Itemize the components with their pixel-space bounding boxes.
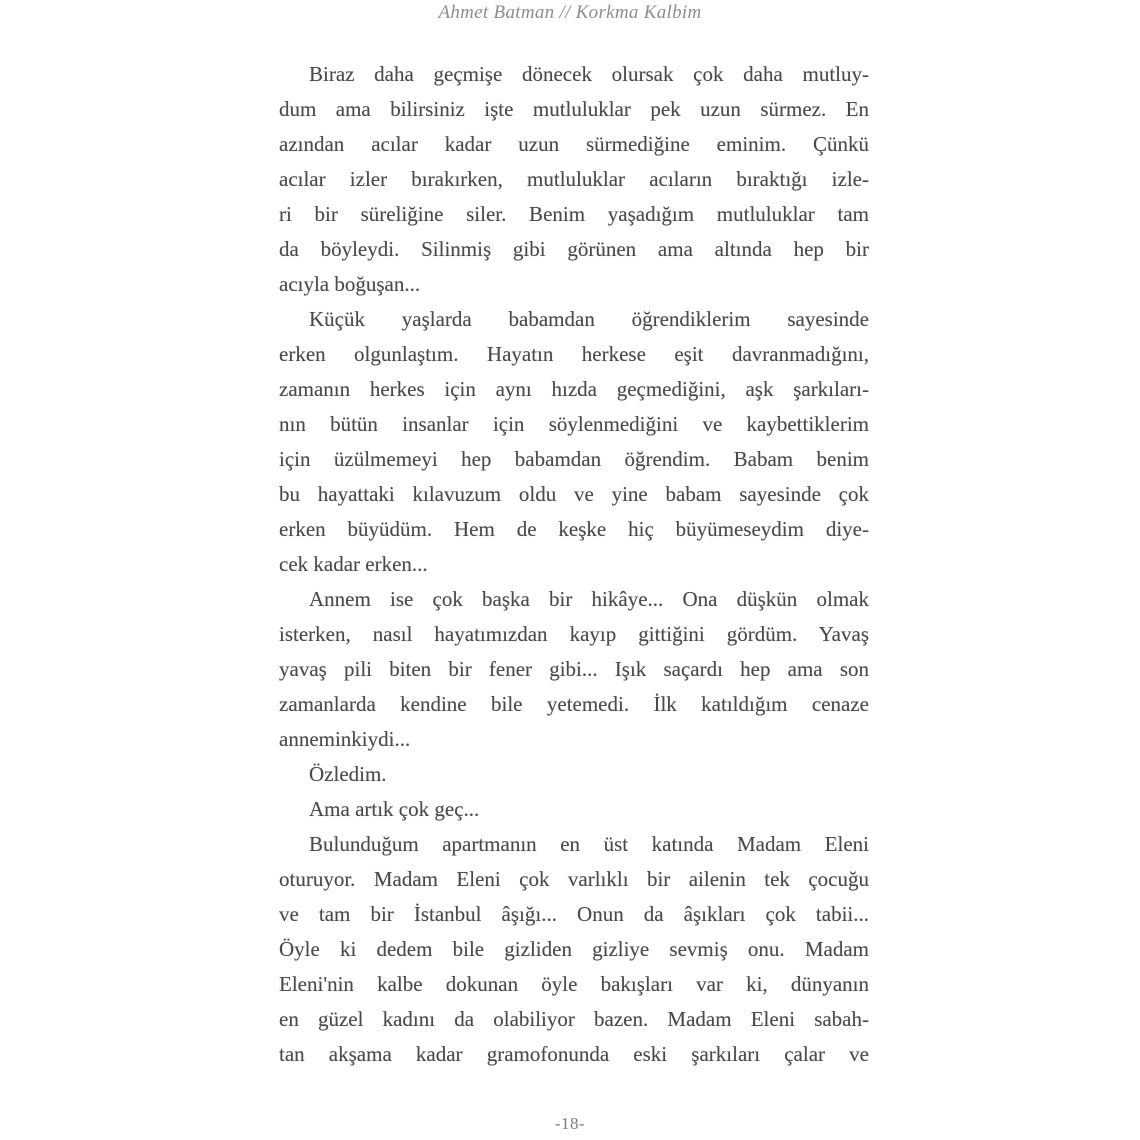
paragraph: [279, 57, 869, 302]
page-body: [279, 57, 869, 1072]
text-line: zamanlarda kendine bile yetemedi. İlk katıldığım cenaze: [279, 692, 869, 716]
text-line: Özledim.: [309, 762, 387, 786]
paragraph: [279, 757, 869, 792]
text-line: cek kadar erken...: [279, 552, 428, 576]
text-line: Öyle ki dedem bile gizliden gizliye sevmiş onu. Madam: [279, 937, 869, 961]
text-line: Eleni'nin kalbe dokunan öyle bakışları var ki, dünyanın: [279, 972, 869, 996]
text-line: tan akşama kadar gramofonunda eski şarkıları çalar ve: [279, 1042, 869, 1066]
text-line: en güzel kadını da olabiliyor bazen. Madam Eleni sabah-: [279, 1007, 869, 1031]
text-line: erken büyüdüm. Hem de keşke hiç büyümeseydim diye-: [279, 517, 869, 541]
text-line: nın bütün insanlar için söylenmediğini ve kaybettiklerim: [279, 412, 869, 436]
paragraph: [279, 302, 869, 582]
text-line: acılar izler bırakırken, mutluluklar acıların bıraktığı izle-: [279, 167, 869, 191]
text-line: anneminkiydi...: [279, 727, 411, 751]
text-line: oturuyor. Madam Eleni çok varlıklı bir ailenin tek çocuğu: [279, 867, 869, 891]
text-line: zamanın herkes için aynı hızda geçmediğini, aşk şarkıları-: [279, 377, 869, 401]
paragraph: [279, 792, 869, 827]
page-number: -18-: [554, 1114, 586, 1133]
paragraph: [279, 827, 869, 1072]
text-line: için üzülmemeyi hep babamdan öğrendim. Babam benim: [279, 447, 869, 471]
text-line: ve tam bir İstanbul âşığı... Onun da âşıkları çok tabii...: [279, 902, 869, 926]
text-line: acıyla boğuşan...: [279, 272, 421, 296]
text-line: dum ama bilirsiniz işte mutluluklar pek uzun sürmez. En: [279, 97, 869, 121]
text-line: erken olgunlaştım. Hayatın herkese eşit davranmadığını,: [279, 342, 869, 366]
text-line: Küçük yaşlarda babamdan öğrendiklerim sayesinde: [309, 307, 869, 331]
text-line: Ama artık çok geç...: [309, 797, 480, 821]
running-header: Ahmet Batman // Korkma Kalbim: [438, 2, 702, 23]
text-line: ri bir süreliğine siler. Benim yaşadığım mutluluklar tam: [279, 202, 869, 226]
text-line: Biraz daha geçmişe dönecek olursak çok daha mutluy-: [309, 62, 869, 86]
text-line: da böyleydi. Silinmiş gibi görünen ama altında hep bir: [279, 237, 869, 261]
text-line: Annem ise çok başka bir hikâye... Ona düşkün olmak: [309, 587, 869, 611]
paragraph: [279, 582, 869, 757]
text-line: bu hayattaki kılavuzum oldu ve yine babam sayesinde çok: [279, 482, 869, 506]
text-line: yavaş pili biten bir fener gibi... Işık saçardı hep ama son: [279, 657, 869, 681]
text-line: azından acılar kadar uzun sürmediğine eminim. Çünkü: [279, 132, 869, 156]
text-line: Bulunduğum apartmanın en üst katında Madam Eleni: [309, 832, 869, 856]
text-line: isterken, nasıl hayatımızdan kayıp gittiğini gördüm. Yavaş: [279, 622, 869, 646]
